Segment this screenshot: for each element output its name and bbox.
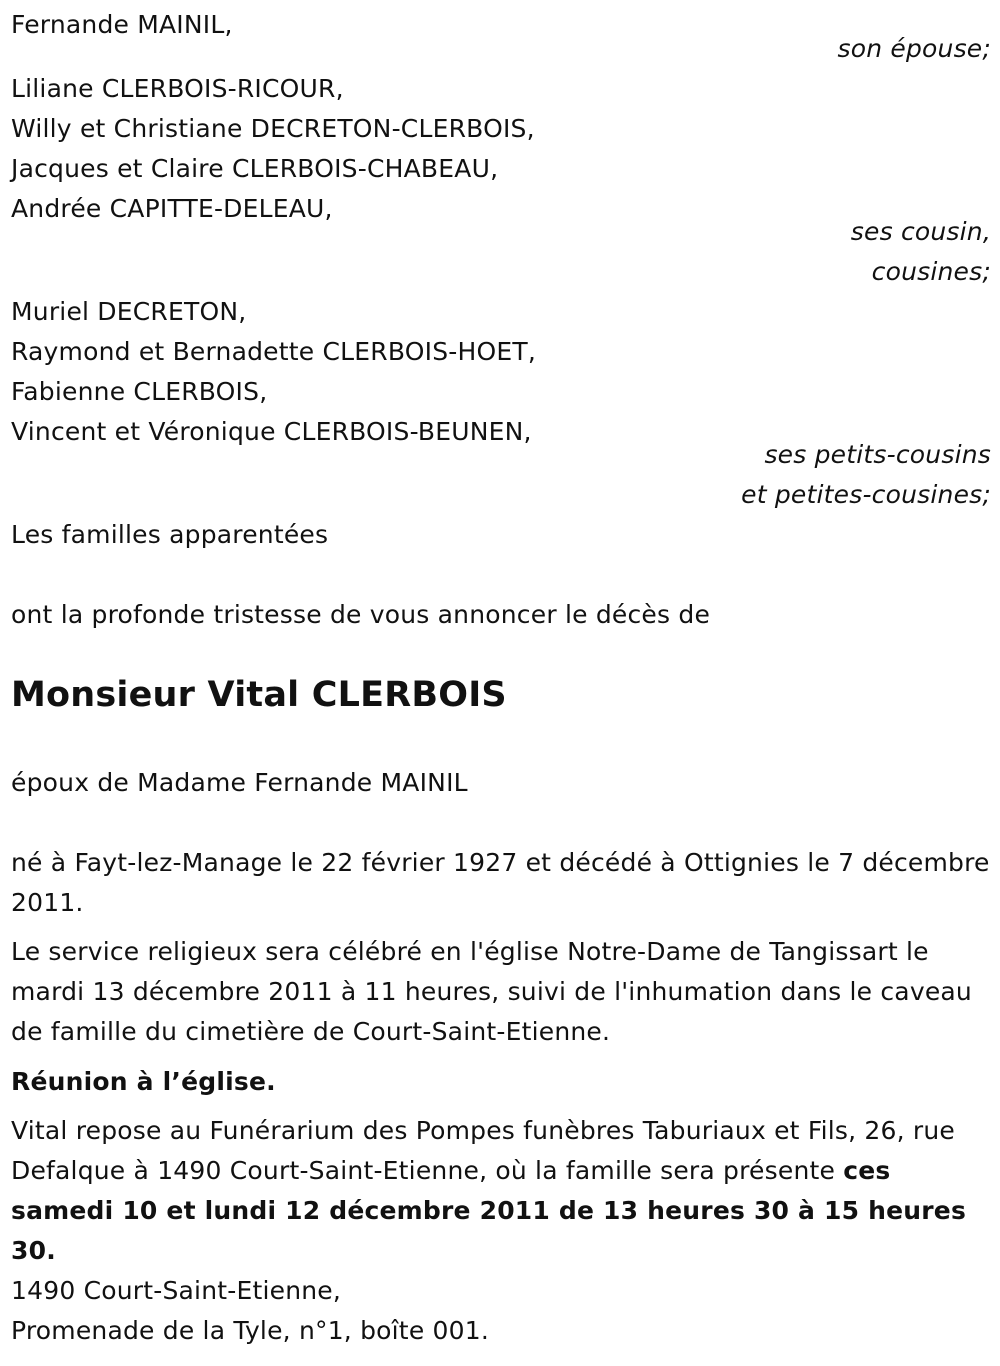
cousin-name: Willy et Christiane DECRETON-CLERBOIS, bbox=[11, 114, 535, 143]
service-text: Le service religieux sera célébré en l'église Notre-Dame de Tangissart le mardi 13 décembre 2011 à 11 heures, suivi de l'inhumation dans le caveau de famille du cimetière de Court-Saint-Etienne. bbox=[11, 937, 972, 1046]
meeting-text: Réunion à l’église. bbox=[11, 1067, 276, 1096]
deceased-name: Monsieur Vital CLERBOIS bbox=[11, 675, 507, 715]
address-line-1: 1490 Court-Saint-Etienne, bbox=[11, 1276, 342, 1305]
spouse-role: son épouse; bbox=[837, 34, 991, 63]
cousins-role: ses cousin, bbox=[850, 217, 991, 246]
cousin-name: Liliane CLERBOIS-RICOUR, bbox=[11, 74, 344, 103]
address-line-2: Promenade de la Tyle, n°1, boîte 001. bbox=[11, 1316, 490, 1345]
cousin-name: Jacques et Claire CLERBOIS-CHABEAU, bbox=[11, 154, 499, 183]
second-cousin-name: Muriel DECRETON, bbox=[11, 297, 247, 326]
related-families: Les familles apparentées bbox=[11, 520, 329, 549]
second-cousins-role: et petites-cousines; bbox=[741, 480, 991, 509]
second-cousins-role: ses petits-cousins bbox=[764, 440, 991, 469]
announcement-text: ont la profonde tristesse de vous annoncer le décès de bbox=[11, 600, 711, 629]
spouse-of-text: époux de Madame Fernande MAINIL bbox=[11, 768, 468, 797]
birth-death-text: né à Fayt-lez-Manage le 22 février 1927 et décédé à Ottignies le 7 décembre 2011. bbox=[11, 848, 990, 917]
spouse-name: Fernande MAINIL, bbox=[11, 10, 233, 39]
second-cousin-name: Fabienne CLERBOIS, bbox=[11, 377, 268, 406]
second-cousin-name: Raymond et Bernadette CLERBOIS-HOET, bbox=[11, 337, 536, 366]
cousin-name: Andrée CAPITTE-DELEAU, bbox=[11, 194, 333, 223]
second-cousin-name: Vincent et Véronique CLERBOIS-BEUNEN, bbox=[11, 417, 532, 446]
cousins-role: cousines; bbox=[871, 257, 991, 286]
visitation-text: Vital repose au Funérarium des Pompes funèbres Taburiaux et Fils, 26, rue Defalque à 1490 Court-Saint-Etienne, où la famille sera présente bbox=[11, 1116, 956, 1185]
visitation-paragraph bbox=[11, 1111, 991, 1271]
visitation-times: ces samedi 10 et lundi 12 décembre 2011 de 13 heures 30 à 15 heures 30. bbox=[11, 1156, 967, 1265]
